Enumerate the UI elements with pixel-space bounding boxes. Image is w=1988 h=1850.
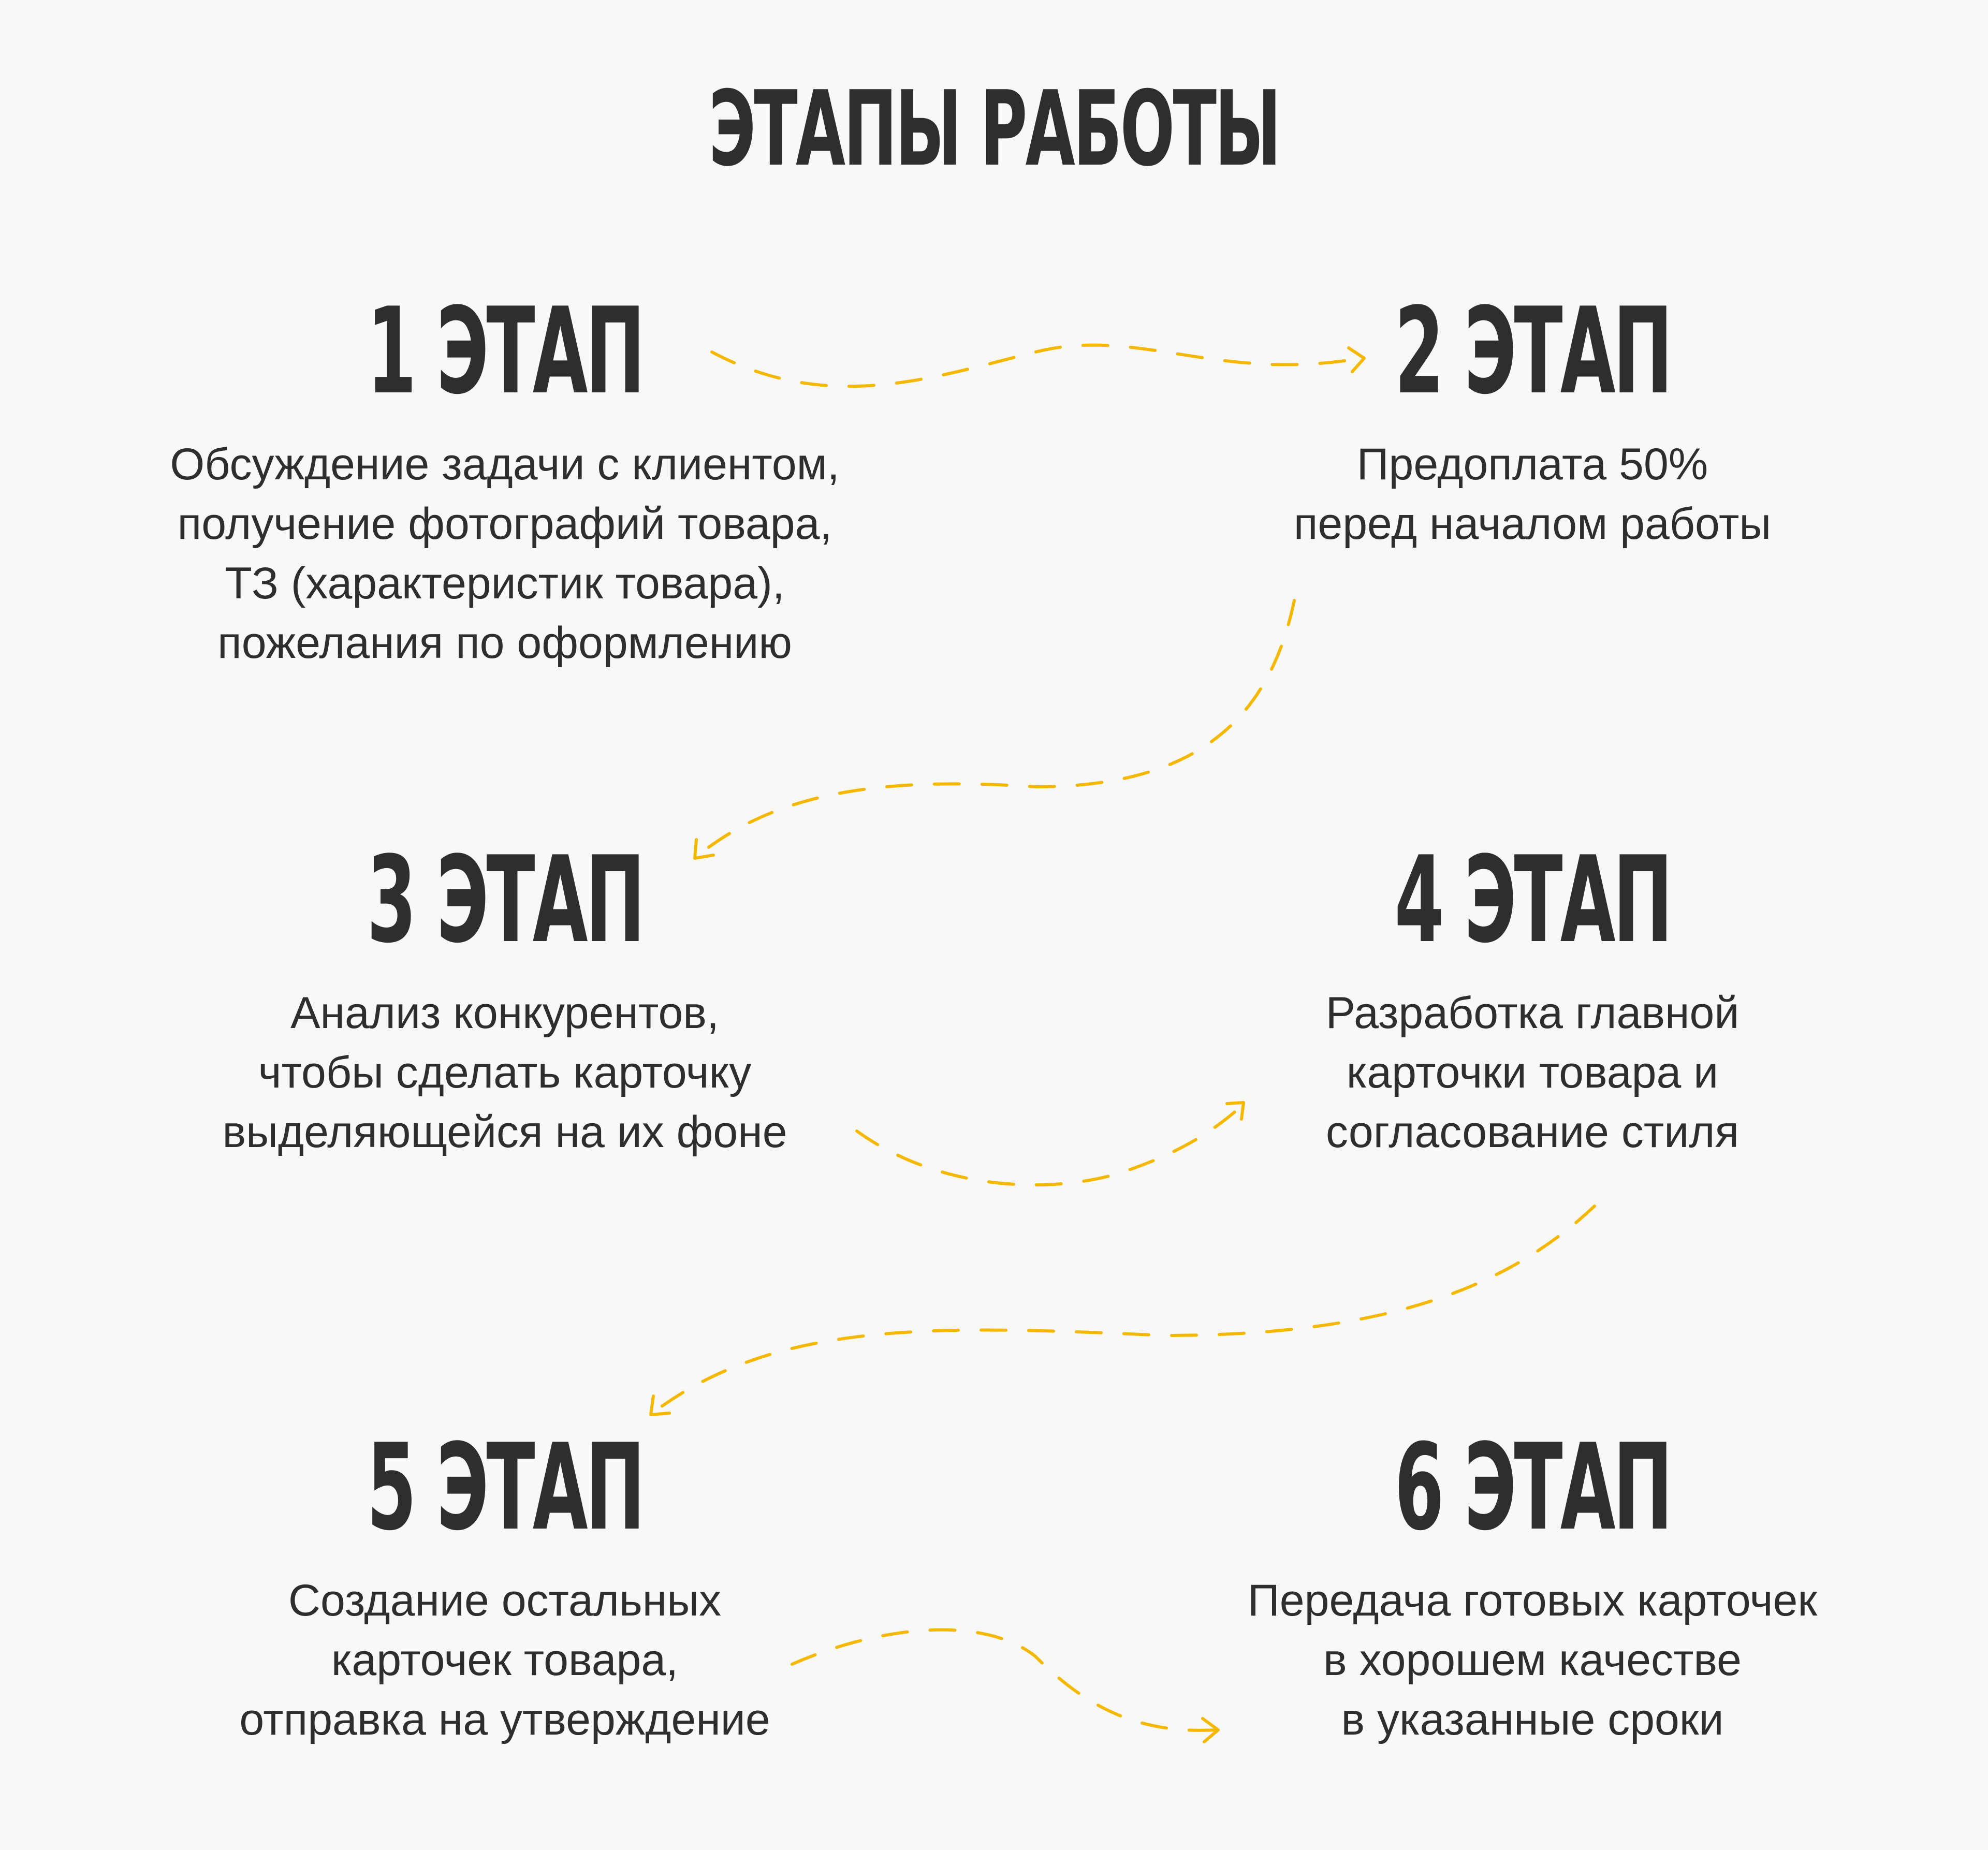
step-3-line-1: Анализ конкурентов,	[290, 988, 719, 1038]
step-5-line-2: карточек товара,	[331, 1635, 679, 1685]
step-4-description	[1144, 983, 1921, 1162]
step-1-line-1: Обсуждение задачи с клиентом,	[170, 439, 840, 489]
step-6-heading: 6 ЭТАП	[1394, 1419, 1671, 1557]
step-3-heading: 3 ЭТАП	[367, 831, 643, 970]
step-2-line-2: перед началом работы	[1293, 499, 1772, 549]
step-1-line-4: пожелания по оформлению	[217, 618, 792, 668]
step-2-heading: 2 ЭТАП	[1394, 283, 1671, 421]
arrow-step-4-to-5	[651, 1206, 1595, 1415]
step-5-description	[116, 1571, 893, 1750]
step-4-line-2: карточки товара и	[1346, 1048, 1719, 1097]
step-1-heading: 1 ЭТАП	[367, 283, 643, 421]
step-3-line-2: чтобы сделать карточку	[258, 1048, 752, 1097]
step-6-line-2: в хорошем качестве	[1323, 1635, 1742, 1685]
step-5-heading: 5 ЭТАП	[367, 1419, 643, 1557]
step-4-line-3: согласование стиля	[1325, 1107, 1740, 1157]
step-3-line-3: выделяющейся на их фоне	[222, 1107, 787, 1157]
step-1-line-2: получение фотографий товара,	[177, 499, 832, 549]
step-3-description	[116, 983, 893, 1162]
step-2-line-1: Предоплата 50%	[1356, 439, 1708, 489]
step-1-line-3: ТЗ (характеристик товара),	[225, 559, 785, 608]
step-5-line-1: Создание остальных	[288, 1576, 722, 1625]
step-1-description	[116, 435, 893, 673]
step-2-description	[1144, 435, 1921, 554]
step-6-description	[1144, 1571, 1921, 1750]
step-6-line-1: Передача готовых карточек	[1247, 1576, 1818, 1625]
step-4-heading: 4 ЭТАП	[1394, 831, 1671, 970]
step-6-line-3: в указанные сроки	[1341, 1695, 1724, 1744]
step-4-line-1: Разработка главной	[1325, 988, 1740, 1038]
arrow-step-1-to-2	[712, 345, 1364, 387]
page-title: ЭТАПЫ РАБОТЫ	[708, 69, 1280, 189]
step-5-line-3: отправка на утверждение	[239, 1695, 770, 1744]
